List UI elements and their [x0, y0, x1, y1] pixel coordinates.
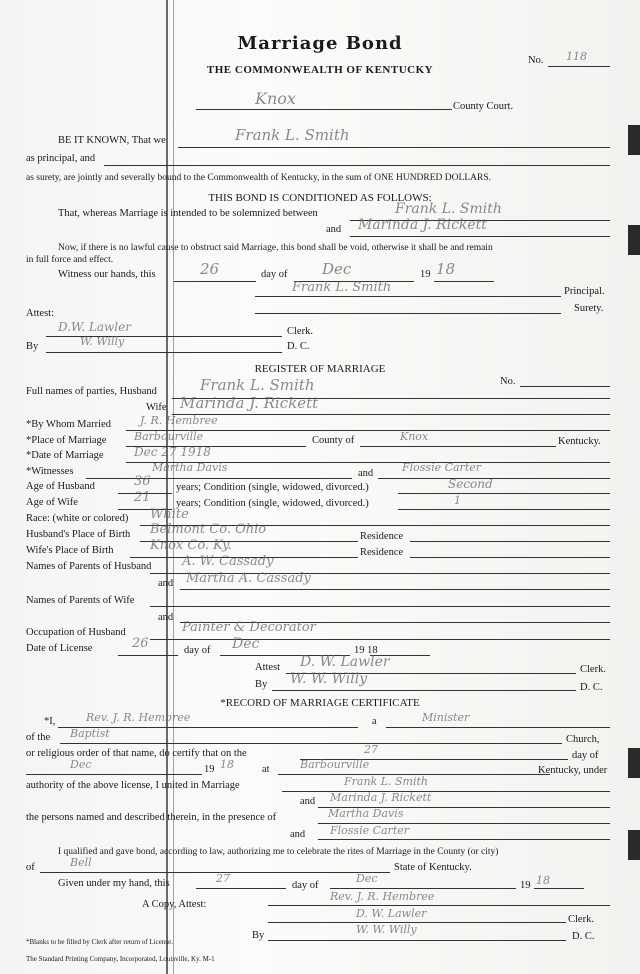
license-month: Dec — [232, 636, 260, 652]
now-if-text-1: Now, if there is no lawful cause to obstruct said Marriage, this bond shall be void, otherwise it shall be and remain — [58, 243, 493, 253]
cert-witness-2: Flossie Carter — [330, 824, 410, 837]
and-label: and — [326, 224, 342, 235]
cert-state: State of Kentucky. — [394, 862, 472, 873]
license-by-label: By — [255, 679, 268, 690]
cert-of-label: of — [26, 862, 35, 873]
footer-note: *Blanks to be filled by Clerk after return of License. — [26, 938, 173, 946]
cert-religious: or religious order of that name, do certify that on the — [26, 748, 247, 759]
year-prefix: 19 — [420, 269, 431, 280]
witness-month: Dec — [322, 260, 352, 278]
parents-husband-label: Names of Parents of Husband — [26, 561, 152, 572]
county-of-label: County of — [312, 435, 355, 446]
certificate-heading: *RECORD OF MARRIAGE CERTIFICATE — [220, 697, 420, 709]
cert-given: Given under my hand, this — [58, 878, 170, 889]
principal-signature: Frank L. Smith — [292, 280, 392, 295]
race-label: Race: (white or colored) — [26, 513, 129, 524]
cert-and: and — [300, 796, 316, 807]
cert-a-label: a — [372, 716, 377, 727]
condition-label-wife: years; Condition (single, widowed, divorced.) — [176, 498, 369, 509]
groom-name: Frank L. Smith — [395, 201, 502, 217]
bond-clerk-label: Clerk. — [287, 326, 313, 337]
cert-witness-and: and — [290, 829, 306, 840]
license-clerk-label: Clerk. — [580, 664, 606, 675]
by-whom: J. R. Hembree — [140, 414, 218, 427]
age-husband: 36 — [134, 474, 151, 489]
county: Knox — [400, 430, 429, 443]
cert-day: 27 — [364, 743, 378, 756]
principal-label: Principal. — [564, 286, 605, 297]
footer-printer: The Standard Printing Company, Incorporated, Louisville, Ky. M-1 — [26, 955, 215, 963]
witness-day: 26 — [200, 260, 220, 278]
license-year: 19 18 — [354, 645, 378, 656]
given-month: Dec — [356, 872, 378, 885]
deputy-signature: W. Willy — [80, 335, 125, 348]
witness-2: Flossie Carter — [402, 461, 482, 474]
cert-minister-title: Minister — [422, 711, 470, 724]
cert-church: Baptist — [70, 727, 110, 740]
husband-label: Full names of parties, Husband — [26, 386, 157, 397]
cert-i-label: *I, — [44, 716, 56, 727]
license-attest-signature: D. W. Lawler — [300, 654, 390, 670]
husband-name: Frank L. Smith — [200, 376, 315, 394]
cert-year: 18 — [220, 758, 234, 771]
copy-attest: A Copy, Attest: — [142, 899, 207, 910]
register-no-label: No. — [500, 376, 516, 387]
license-by-signature: W. W. Willy — [290, 671, 368, 687]
copy-dc-label: D. C. — [572, 931, 595, 942]
cert-month: Dec — [70, 758, 92, 771]
wife-label: Wife — [146, 402, 167, 413]
kentucky-label: Kentucky. — [558, 436, 601, 447]
parents-wife-and: and — [158, 612, 174, 623]
cert-kentucky-under: Kentucky, under — [538, 765, 608, 776]
parents-husband-1: A. W. Cassady — [182, 554, 274, 569]
age-wife-label: Age of Wife — [26, 497, 78, 508]
register-heading: REGISTER OF MARRIAGE — [254, 363, 386, 375]
occupation: Painter & Decorator — [182, 620, 316, 635]
license-dc-label: D. C. — [580, 682, 603, 693]
given-day: 27 — [216, 872, 230, 885]
attest-label: Attest: — [26, 308, 54, 319]
witness-year: 18 — [436, 260, 456, 278]
copy-clerk-label: Clerk. — [568, 914, 594, 925]
copy-by-signature: W. W. Willy — [356, 923, 417, 936]
binder-tab — [628, 125, 640, 155]
husband-residence-label: Residence — [360, 531, 404, 542]
clerk-signature: D.W. Lawler — [58, 320, 131, 334]
bond-dc-label: D. C. — [287, 341, 310, 352]
given-day-of: day of — [292, 880, 319, 891]
cert-day-of: day of — [572, 750, 599, 761]
by-whom-label: *By Whom Married — [26, 419, 111, 430]
cert-qualified: I qualified and gave bond, according to law, authorizing me to celebrate the rites of Marriage in the County (or city) — [58, 847, 499, 857]
copy-clerk-signature: D. W. Lawler — [356, 907, 427, 920]
wife-birth-label: Wife's Place of Birth — [26, 545, 114, 556]
husband-birth: Belmont Co. Ohio — [150, 522, 267, 537]
document-title: Marriage Bond — [237, 33, 403, 54]
wife-residence-label: Residence — [360, 547, 404, 558]
cert-groom: Frank L. Smith — [344, 775, 428, 788]
parents-husband-2: Martha A. Cassady — [186, 571, 311, 586]
parents-husband-and: and — [158, 578, 174, 589]
copy-by-label: By — [252, 930, 265, 941]
be-it-known: BE IT KNOWN, That we — [58, 135, 166, 146]
cert-place: Barbourville — [300, 758, 370, 771]
fold-line — [166, 0, 168, 974]
by-label: By — [26, 341, 39, 352]
place-label: *Place of Marriage — [26, 435, 107, 446]
wife-name: Marinda J. Rickett — [180, 394, 319, 412]
surety-label: Surety. — [574, 303, 604, 314]
cert-minister-signature: Rev. J. R. Hembree — [330, 890, 435, 903]
binder-tab — [628, 225, 640, 255]
cert-church-label: Church, — [566, 734, 600, 745]
condition-husband: Second — [448, 477, 493, 491]
occupation-label: Occupation of Husband — [26, 627, 126, 638]
condition-label-husband: years; Condition (single, widowed, divorced.) — [176, 482, 369, 493]
witness-1: Martha Davis — [152, 461, 228, 474]
given-year-19: 19 — [520, 880, 531, 891]
age-wife: 21 — [134, 490, 151, 505]
cert-at: at — [262, 764, 270, 775]
date-label: *Date of Marriage — [26, 450, 104, 461]
condition-wife: 1 — [454, 494, 461, 507]
cert-year-19: 19 — [204, 764, 215, 775]
cert-minister: Rev. J. R. Hembree — [86, 711, 191, 724]
license-attest-label: Attest — [255, 662, 281, 673]
cert-witness-1: Martha Davis — [328, 807, 404, 820]
license-day: 26 — [132, 636, 149, 651]
conditioned-heading: THIS BOND IS CONDITIONED AS FOLLOWS: — [208, 192, 432, 204]
witnesses-label: *Witnesses — [26, 466, 74, 477]
cert-of-the: of the — [26, 732, 51, 743]
bond-number-label: No. — [528, 55, 544, 66]
cert-qual-county: Bell — [70, 856, 92, 869]
binder-tab — [628, 748, 640, 778]
county-court-label: County Court. — [453, 101, 514, 112]
principal-name: Frank L. Smith — [235, 126, 350, 144]
cert-bride: Marinda J. Rickett — [330, 791, 432, 804]
surety-text: as surety, are jointly and severally bound to the Commonwealth of Kentucky, in the sum of ONE HUNDRED DOLLARS. — [26, 173, 491, 183]
race: White — [150, 507, 189, 522]
bond-number: 118 — [566, 50, 587, 63]
cert-persons-named: the persons named and described therein, in the presence of — [26, 812, 277, 823]
marriage-date: Dec 27 1918 — [134, 445, 211, 459]
cert-authority: authority of the above license, I united in Marriage — [26, 780, 240, 791]
bride-name: Marinda J. Rickett — [358, 217, 487, 233]
binder-tab — [628, 830, 640, 860]
parents-wife-label: Names of Parents of Wife — [26, 595, 135, 606]
witness-label: Witness our hands, this — [58, 269, 156, 280]
given-year: 18 — [536, 874, 550, 887]
place: Barbourville — [134, 430, 204, 443]
document-subtitle: THE COMMONWEALTH OF KENTUCKY — [206, 64, 434, 76]
license-day-of: day of — [184, 645, 211, 656]
husband-birth-label: Husband's Place of Birth — [26, 529, 131, 540]
whereas-text: That, whereas Marriage is intended to be solemnized between — [58, 208, 318, 219]
day-of-label: day of — [261, 269, 288, 280]
as-principal: as principal, and — [26, 153, 96, 164]
age-husband-label: Age of Husband — [26, 481, 95, 492]
license-date-label: Date of License — [26, 643, 93, 654]
witnesses-and: and — [358, 468, 374, 479]
now-if-text-2: in full force and effect. — [26, 255, 114, 265]
county-court-name: Knox — [255, 89, 296, 108]
wife-birth: Knox Co. Ky. — [150, 538, 232, 553]
fold-line-shadow — [173, 0, 174, 974]
